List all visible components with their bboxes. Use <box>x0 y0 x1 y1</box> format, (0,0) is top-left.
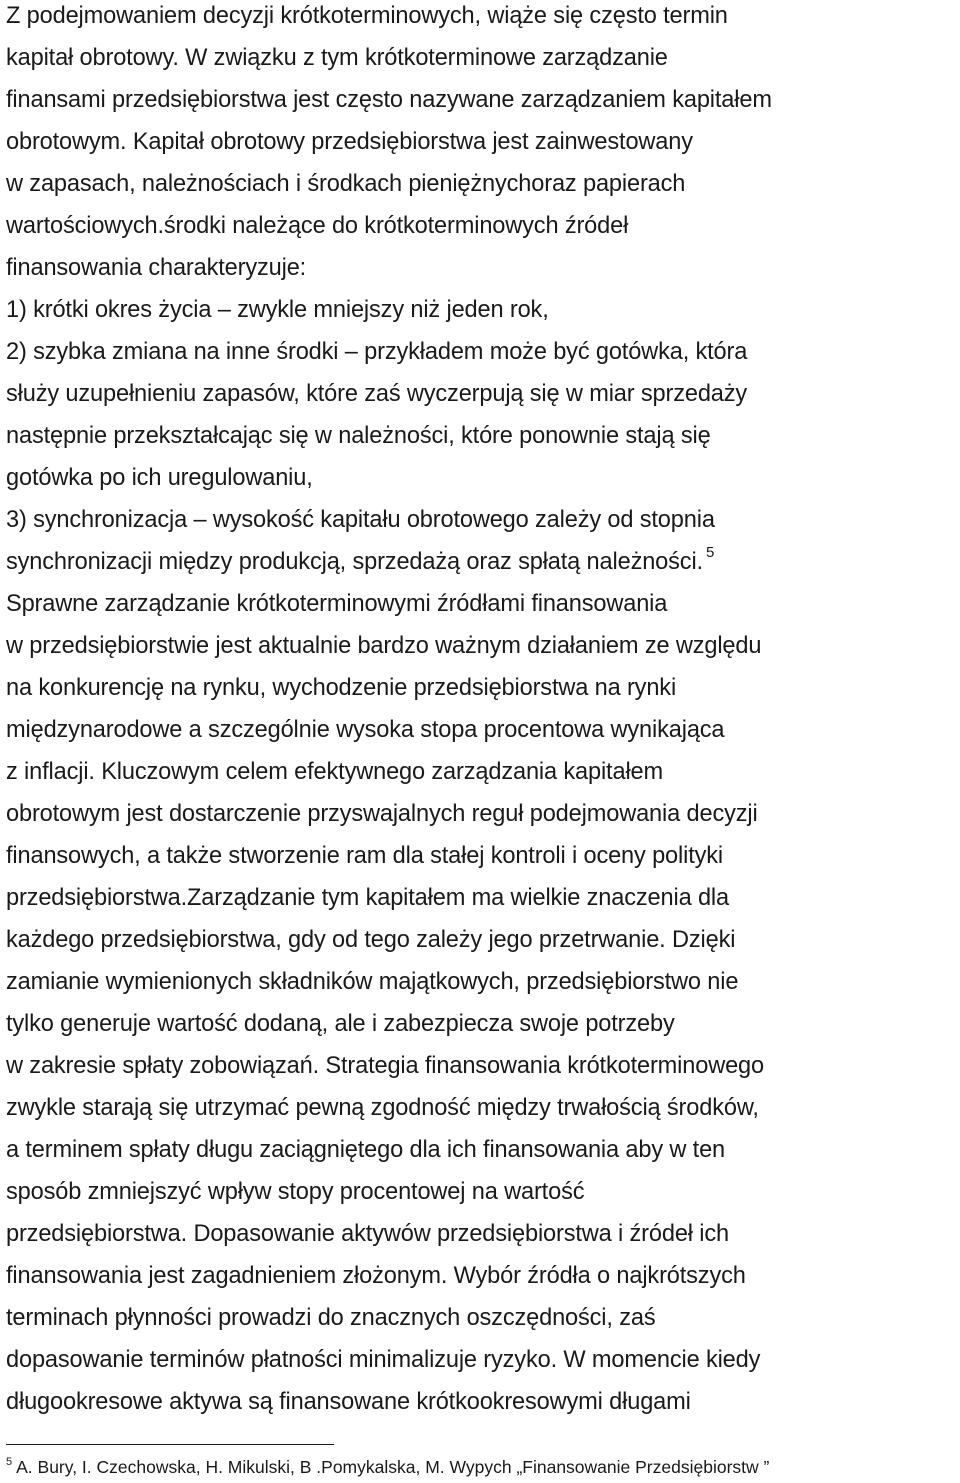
text-line: przedsiębiorstwa. Dopasowanie aktywów przedsiębiorstwa i źródeł ich <box>6 1221 730 1247</box>
text-line: kapitał obrotowy. W związku z tym krótkoterminowe zarządzanie <box>6 45 668 71</box>
footnote-text: A. Bury, I. Czechowska, H. Mikulski, B .Pomykalska, M. Wypych „Finansowanie Przedsiębiorstw ” <box>16 1457 770 1477</box>
text-line: w zapasach, należnościach i środkach pieniężnychoraz papierach <box>6 171 686 197</box>
footnote-separator <box>6 1444 334 1445</box>
footnote-reference[interactable]: 5 <box>705 544 715 561</box>
text-line: długookresowe aktywa są finansowane krótkookresowymi długami <box>6 1389 691 1415</box>
text-line: tylko generuje wartość dodaną, ale i zabezpiecza swoje potrzeby <box>6 1011 675 1037</box>
text-line: gotówka po ich uregulowaniu, <box>6 465 313 491</box>
text-line: a terminem spłaty długu zaciągniętego dla ich finansowania aby w ten <box>6 1137 726 1163</box>
text-line-with-footnote-ref <box>6 541 714 583</box>
text-line: wartościowych.środki należące do krótkoterminowych źródeł <box>6 213 629 239</box>
footnote-marker: 5 <box>6 1456 13 1468</box>
text-line: 3) synchronizacja – wysokość kapitału obrotowego zależy od stopnia <box>6 507 715 533</box>
text-line: dopasowanie terminów płatności minimalizuje ryzyko. W momencie kiedy <box>6 1347 761 1373</box>
line-text: synchronizacji między produkcją, sprzedażą oraz spłatą należności. <box>6 549 703 575</box>
text-line: w zakresie spłaty zobowiązań. Strategia finansowania krótkoterminowego <box>6 1053 765 1079</box>
text-line: przedsiębiorstwa.Zarządzanie tym kapitałem ma wielkie znaczenia dla <box>6 885 729 911</box>
text-line: finansowych, a także stworzenie ram dla stałej kontroli i oceny polityki <box>6 843 724 869</box>
text-line: zamianie wymienionych składników majątkowych, przedsiębiorstwo nie <box>6 969 739 995</box>
text-line: Sprawne zarządzanie krótkoterminowymi źródłami finansowania <box>6 591 668 617</box>
text-line: z inflacji. Kluczowym celem efektywnego zarządzania kapitałem <box>6 759 664 785</box>
text-line: każdego przedsiębiorstwa, gdy od tego zależy jego przetrwanie. Dzięki <box>6 927 736 953</box>
text-line: służy uzupełnieniu zapasów, które zaś wyczerpują się w miar sprzedaży <box>6 381 748 407</box>
text-line: Z podejmowaniem decyzji krótkoterminowych, wiąże się często termin <box>6 3 728 29</box>
text-line: na konkurencję na rynku, wychodzenie przedsiębiorstwa na rynki <box>6 675 677 701</box>
text-line: terminach płynności prowadzi do znacznych oszczędności, zaś <box>6 1305 656 1331</box>
text-line: finansowania jest zagadnieniem złożonym. Wybór źródła o najkrótszych <box>6 1263 746 1289</box>
footnote <box>6 1454 769 1480</box>
text-line: zwykle starają się utrzymać pewną zgodność między trwałością środków, <box>6 1095 759 1121</box>
text-line: 1) krótki okres życia – zwykle mniejszy niż jeden rok, <box>6 297 549 323</box>
text-line: w przedsiębiorstwie jest aktualnie bardzo ważnym działaniem ze względu <box>6 633 762 659</box>
text-line: 2) szybka zmiana na inne środki – przykładem może być gotówka, która <box>6 339 748 365</box>
text-line: obrotowym. Kapitał obrotowy przedsiębiorstwa jest zainwestowany <box>6 129 693 155</box>
text-line: sposób zmniejszyć wpływ stopy procentowej na wartość <box>6 1179 585 1205</box>
text-line: finansami przedsiębiorstwa jest często nazywane zarządzaniem kapitałem <box>6 87 772 113</box>
text-line: obrotowym jest dostarczenie przyswajalnych reguł podejmowania decyzji <box>6 801 758 827</box>
text-line: następnie przekształcając się w należności, które ponownie stają się <box>6 423 711 449</box>
text-line: międzynarodowe a szczególnie wysoka stopa procentowa wynikająca <box>6 717 725 743</box>
text-line: finansowania charakteryzuje: <box>6 255 307 281</box>
